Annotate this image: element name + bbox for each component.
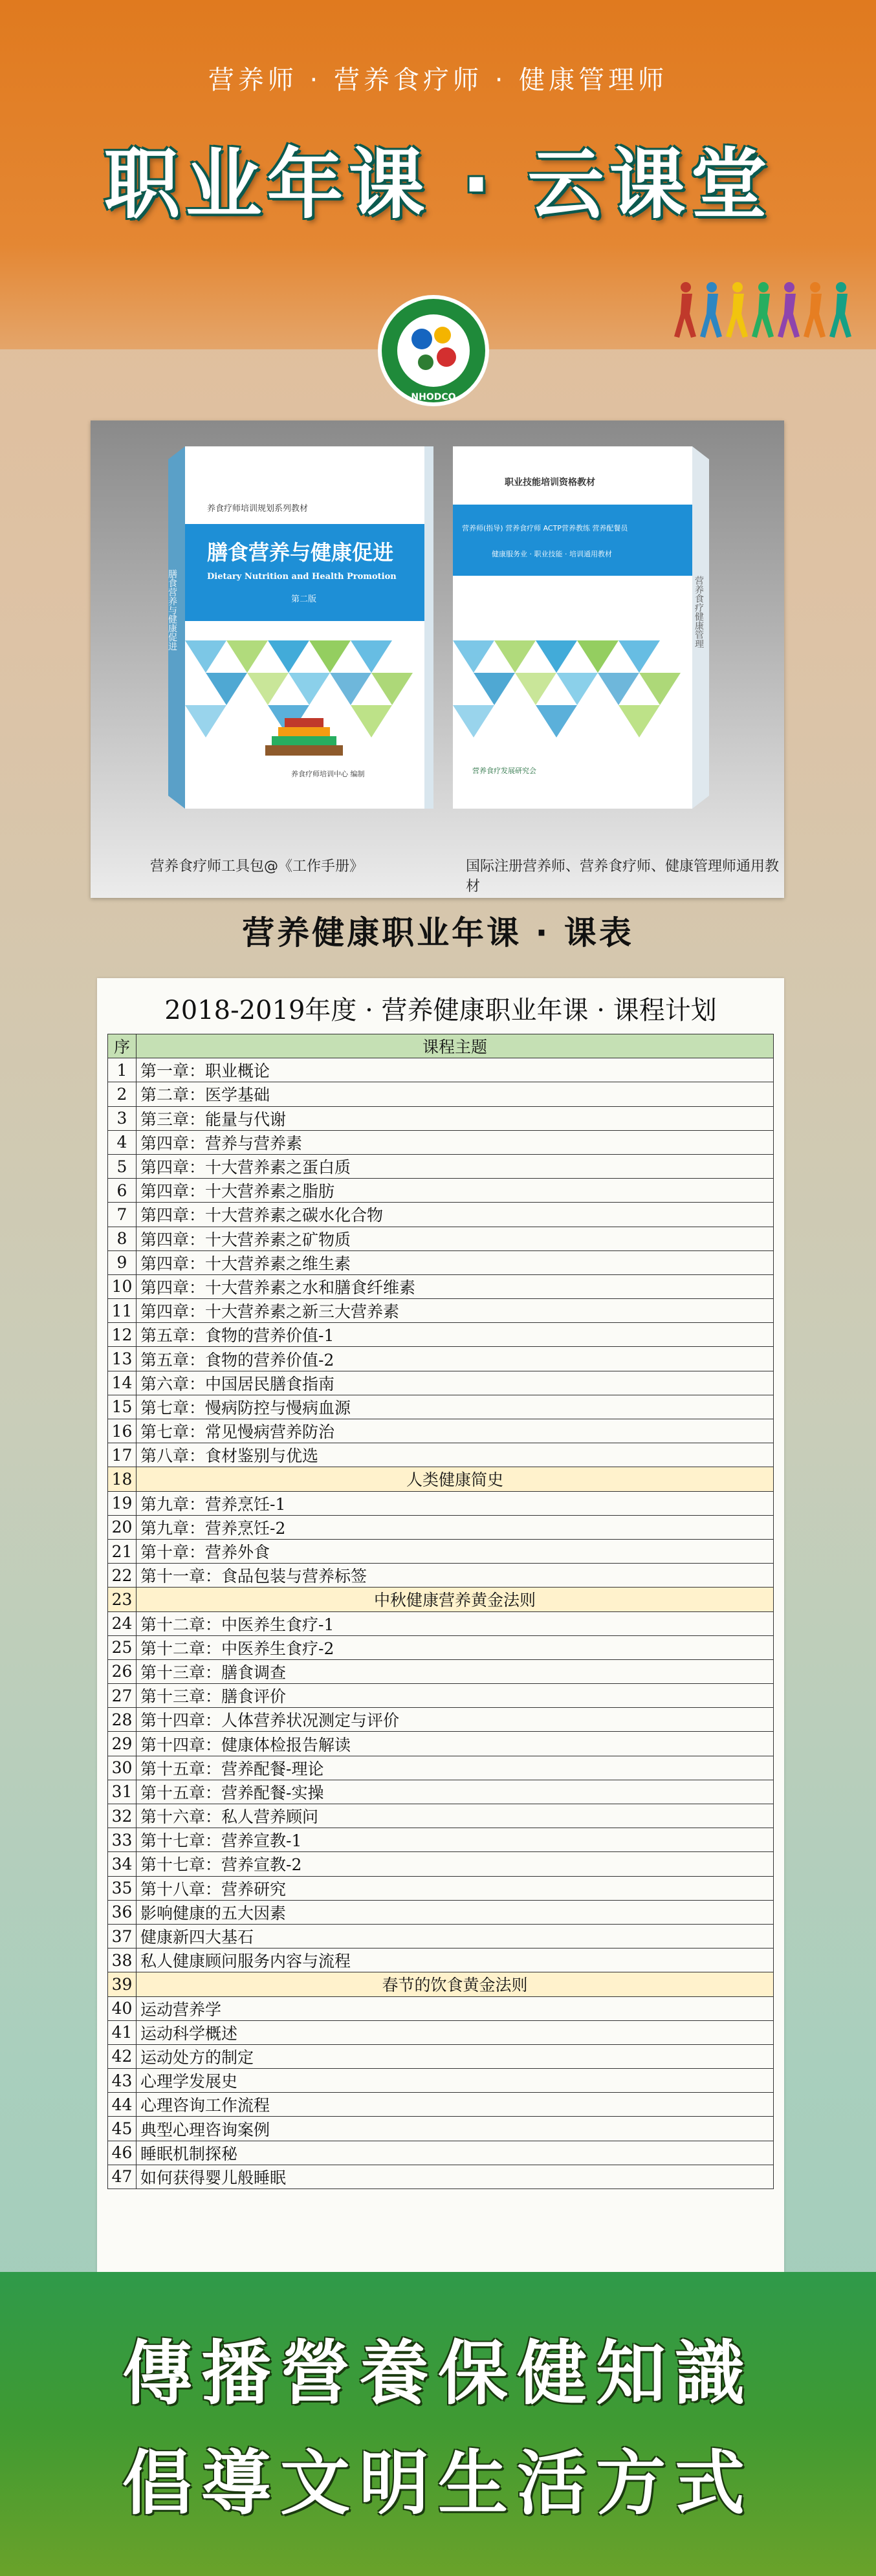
table-row (108, 1684, 774, 1708)
row-number: 40 (108, 1996, 137, 2020)
row-number: 43 (108, 2069, 137, 2093)
book2-spine: 营养食疗健康管理 (694, 576, 704, 648)
table-row (108, 1491, 774, 1515)
table-row (108, 1154, 774, 1178)
table-row (108, 1924, 774, 1948)
row-number: 38 (108, 1948, 137, 1972)
table-row (108, 1996, 774, 2020)
logo-text: NHODCO (411, 392, 456, 402)
row-topic: 第七章：常见慢病营养防治 (137, 1419, 774, 1443)
row-number: 21 (108, 1539, 137, 1563)
row-number: 17 (108, 1443, 137, 1467)
table-row (108, 1274, 774, 1298)
row-number: 7 (108, 1203, 137, 1227)
table-section-row (108, 1972, 774, 1996)
table-row (108, 2117, 774, 2141)
row-number: 15 (108, 1395, 137, 1419)
table-row (108, 2141, 774, 2165)
column-header-number: 序 (108, 1034, 137, 1058)
book2-series: 职业技能培训资格教材 (505, 477, 595, 488)
row-number: 25 (108, 1635, 137, 1659)
row-topic: 第十三章：膳食调查 (137, 1659, 774, 1683)
row-topic: 运动营养学 (137, 1996, 774, 2020)
row-number: 22 (108, 1564, 137, 1588)
row-number: 24 (108, 1611, 137, 1635)
table-row (108, 2069, 774, 2093)
table-row (108, 1756, 774, 1780)
table-row (108, 1515, 774, 1539)
row-number: 36 (108, 1900, 137, 1924)
row-number: 13 (108, 1347, 137, 1371)
row-topic: 第十三章：膳食评价 (137, 1684, 774, 1708)
course-plan-card (97, 978, 784, 2272)
row-number: 44 (108, 2093, 137, 2117)
row-topic: 第十一章：食品包装与营养标签 (137, 1564, 774, 1588)
table-row (108, 2020, 774, 2044)
table-row (108, 2165, 774, 2189)
book-cover-dietary-nutrition (168, 446, 433, 809)
table-row (108, 1371, 774, 1395)
course-rows (108, 1058, 774, 2189)
row-number: 11 (108, 1299, 137, 1323)
row-topic: 第十八章：营养研究 (137, 1876, 774, 1900)
row-topic: 第十五章：营养配餐-实操 (137, 1780, 774, 1804)
row-number: 16 (108, 1419, 137, 1443)
row-number: 34 (108, 1852, 137, 1876)
row-topic: 第四章：十大营养素之碳水化合物 (137, 1203, 774, 1227)
row-topic: 运动科学概述 (137, 2020, 774, 2044)
table-row (108, 1058, 774, 1082)
table-row (108, 2093, 774, 2117)
table-row (108, 1130, 774, 1154)
row-number: 20 (108, 1515, 137, 1539)
slogan-line-2: 倡導文明生活方式 (122, 2443, 754, 2524)
row-topic: 私人健康顾问服务内容与流程 (137, 1948, 774, 1972)
row-topic: 第四章：十大营养素之矿物质 (137, 1227, 774, 1250)
table-row (108, 1611, 774, 1635)
row-number: 18 (108, 1467, 137, 1491)
table-row (108, 1852, 774, 1876)
table-row (108, 1203, 774, 1227)
row-number: 19 (108, 1491, 137, 1515)
row-number: 12 (108, 1323, 137, 1347)
row-number: 41 (108, 2020, 137, 2044)
row-number: 28 (108, 1708, 137, 1732)
table-row (108, 1299, 774, 1323)
section-title: 人类健康简史 (137, 1467, 774, 1491)
row-number: 23 (108, 1588, 137, 1611)
table-row (108, 1900, 774, 1924)
table-section-row (108, 1467, 774, 1491)
table-row (108, 1804, 774, 1828)
row-number: 4 (108, 1130, 137, 1154)
row-number: 6 (108, 1179, 137, 1203)
row-number: 33 (108, 1828, 137, 1852)
row-topic: 第七章：慢病防控与慢病血源 (137, 1395, 774, 1419)
row-topic: 心理学发展史 (137, 2069, 774, 2093)
row-topic: 第九章：营养烹饪-1 (137, 1491, 774, 1515)
footer-banner (0, 2272, 876, 2576)
column-header-topic: 课程主题 (137, 1034, 774, 1058)
row-topic: 第三章：能量与代谢 (137, 1106, 774, 1130)
row-topic: 第十四章：人体营养状况测定与评价 (137, 1708, 774, 1732)
row-topic: 睡眠机制探秘 (137, 2141, 774, 2165)
book1-edition: 第二版 (291, 595, 317, 604)
caption-left: 营养食疗师工具包@《工作手册》 (150, 858, 364, 875)
row-topic: 第五章：食物的营养价值-2 (137, 1347, 774, 1371)
table-row (108, 1708, 774, 1732)
row-topic: 第四章：十大营养素之蛋白质 (137, 1154, 774, 1178)
section-title: 春节的饮食黄金法则 (137, 1972, 774, 1996)
row-topic: 第四章：营养与营养素 (137, 1130, 774, 1154)
book1-series: 养食疗师培训规划系列教材 (207, 504, 309, 514)
header-title: 职业年课 · 云课堂 (104, 140, 772, 229)
row-number: 9 (108, 1250, 137, 1274)
row-topic: 第五章：食物的营养价值-1 (137, 1323, 774, 1347)
row-topic: 第十四章：健康体检报告解读 (137, 1732, 774, 1756)
row-topic: 第十二章：中医养生食疗-2 (137, 1635, 774, 1659)
row-topic: 第二章：医学基础 (137, 1082, 774, 1106)
caption-right: 国际注册营养师、营养食疗师、健康管理师通用教材 (466, 858, 780, 895)
table-row (108, 1179, 774, 1203)
row-number: 30 (108, 1756, 137, 1780)
row-topic: 第十七章：营养宣教-1 (137, 1828, 774, 1852)
row-topic: 健康新四大基石 (137, 1924, 774, 1948)
row-number: 1 (108, 1058, 137, 1082)
runners-icon (673, 278, 860, 343)
book-cover-professional-skills (453, 446, 718, 809)
table-row (108, 2044, 774, 2068)
table-row (108, 1227, 774, 1250)
row-number: 10 (108, 1274, 137, 1298)
row-number: 8 (108, 1227, 137, 1250)
row-topic: 第十六章：私人营养顾问 (137, 1804, 774, 1828)
section-title: 中秋健康营养黄金法则 (137, 1588, 774, 1611)
row-number: 42 (108, 2044, 137, 2068)
table-row (108, 1250, 774, 1274)
row-number: 29 (108, 1732, 137, 1756)
table-row (108, 1106, 774, 1130)
row-number: 32 (108, 1804, 137, 1828)
course-plan-table (107, 1034, 774, 2189)
table-row (108, 1659, 774, 1683)
row-number: 26 (108, 1659, 137, 1683)
row-topic: 第八章：食材鉴别与优选 (137, 1443, 774, 1467)
row-topic: 第四章：十大营养素之维生素 (137, 1250, 774, 1274)
book1-spine: 膳食营养与健康促进 (167, 569, 177, 651)
table-row (108, 1876, 774, 1900)
row-number: 3 (108, 1106, 137, 1130)
row-topic: 如何获得婴儿般睡眠 (137, 2165, 774, 2189)
table-row (108, 1539, 774, 1563)
row-topic: 第四章：十大营养素之脂肪 (137, 1179, 774, 1203)
table-row (108, 1948, 774, 1972)
row-topic: 第十七章：营养宣教-2 (137, 1852, 774, 1876)
row-number: 47 (108, 2165, 137, 2189)
row-topic: 第四章：十大营养素之新三大营养素 (137, 1299, 774, 1323)
row-topic: 第十二章：中医养生食疗-1 (137, 1611, 774, 1635)
table-row (108, 1443, 774, 1467)
book1-publisher: 养食疗师培训中心 编制 (291, 770, 365, 778)
table-row (108, 1564, 774, 1588)
table-row (108, 1828, 774, 1852)
table-section-row (108, 1588, 774, 1611)
row-topic: 第九章：营养烹饪-2 (137, 1515, 774, 1539)
book2-desc2: 健康服务业 · 职业技能 · 培训通用教材 (492, 550, 612, 558)
row-number: 46 (108, 2141, 137, 2165)
schedule-heading: 营养健康职业年课 · 课表 (242, 914, 634, 952)
book2-publisher: 营养食疗发展研究会 (472, 767, 536, 775)
row-topic: 第十章：营养外食 (137, 1539, 774, 1563)
row-topic: 第十五章：营养配餐-理论 (137, 1756, 774, 1780)
row-number: 27 (108, 1684, 137, 1708)
row-number: 45 (108, 2117, 137, 2141)
table-header-row (108, 1034, 774, 1058)
table-row (108, 1347, 774, 1371)
book1-title-en: Dietary Nutrition and Health Promotion (207, 572, 397, 582)
row-number: 31 (108, 1780, 137, 1804)
table-row (108, 1780, 774, 1804)
course-plan-title: 2018-2019年度 · 营养健康职业年课 · 课程计划 (164, 996, 717, 1025)
row-topic: 心理咨询工作流程 (137, 2093, 774, 2117)
row-topic: 影响健康的五大因素 (137, 1900, 774, 1924)
association-logo-icon (375, 292, 492, 409)
row-number: 14 (108, 1371, 137, 1395)
table-row (108, 1323, 774, 1347)
book1-title: 膳食营养与健康促进 (207, 540, 394, 565)
table-row (108, 1395, 774, 1419)
row-number: 5 (108, 1154, 137, 1178)
row-topic: 第四章：十大营养素之水和膳食纤维素 (137, 1274, 774, 1298)
row-number: 35 (108, 1876, 137, 1900)
books-photo (91, 420, 784, 898)
book2-desc1: 营养师(指导) 营养食疗师 ACTP营养教练 营养配餐员 (462, 524, 628, 532)
table-row (108, 1732, 774, 1756)
row-topic: 第一章：职业概论 (137, 1058, 774, 1082)
table-row (108, 1635, 774, 1659)
table-row (108, 1419, 774, 1443)
table-row (108, 1082, 774, 1106)
row-number: 2 (108, 1082, 137, 1106)
row-number: 39 (108, 1972, 137, 1996)
slogan-line-1: 傳播營養保健知識 (122, 2333, 754, 2414)
row-topic: 第六章：中国居民膳食指南 (137, 1371, 774, 1395)
row-number: 37 (108, 1924, 137, 1948)
row-topic: 运动处方的制定 (137, 2044, 774, 2068)
row-topic: 典型心理咨询案例 (137, 2117, 774, 2141)
header-subtitle: 营养师 · 营养食疗师 · 健康管理师 (208, 65, 668, 95)
